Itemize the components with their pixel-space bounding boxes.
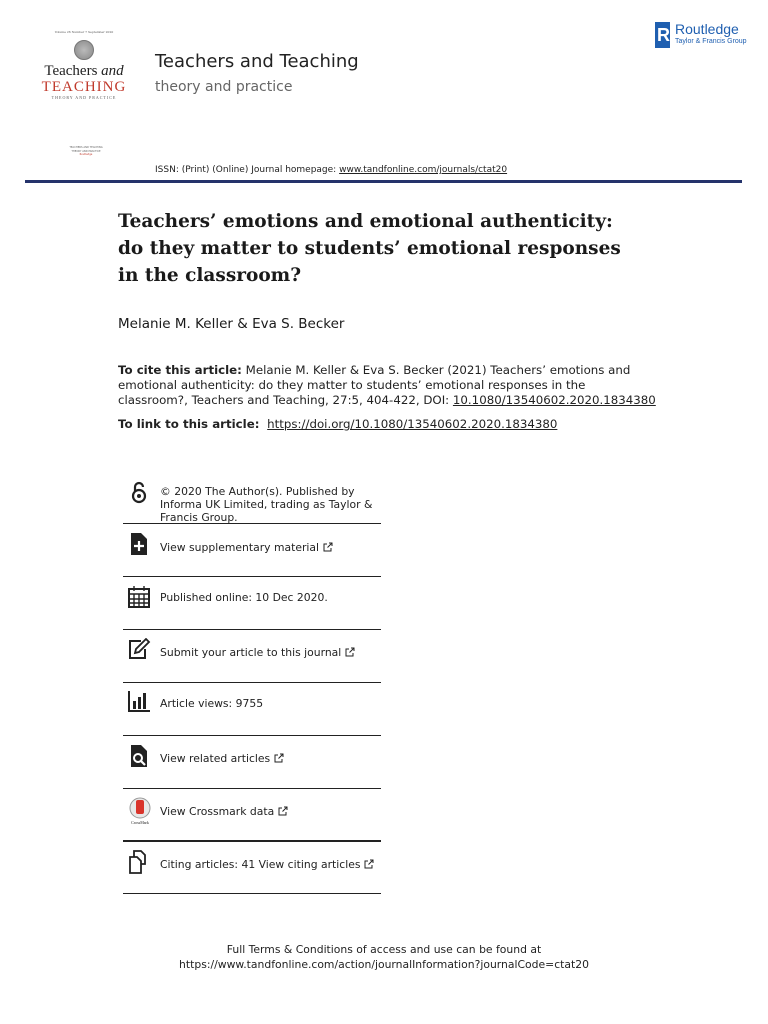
published-row: Published online: 10 Dec 2020. xyxy=(123,577,381,630)
open-access-icon xyxy=(127,481,151,505)
views-row: Article views: 9755 xyxy=(123,683,381,736)
footer: Full Terms & Conditions of access and use can be found at https://www.tandfonline.com/action/journalInformation?journalCode=ctat20 xyxy=(0,942,768,972)
crossmark-label: CrossMark xyxy=(131,820,149,825)
submit-row[interactable]: Submit your article to this journal xyxy=(123,630,381,683)
publisher-sub: Taylor & Francis Group xyxy=(675,38,747,45)
mini-cover: TEACHERS AND TEACHING THEORY AND PRACTICE Routledge xyxy=(69,146,103,156)
journal-title: Teachers and Teaching xyxy=(155,51,359,72)
citation: To cite this article: Melanie M. Keller & Eva S. Becker (2021) Teachers’ emotions and emotional authenticity: do they matter to students’ emotional responses in the classroom?, Teachers and Teaching, 27:5, 404-422, DOI: 10.1080/13540602.2020.1834380 xyxy=(118,363,656,407)
cover-subtitle: THEORY AND PRACTICE xyxy=(51,95,117,100)
footer-url[interactable]: https://www.tandfonline.com/action/journalInformation?journalCode=ctat20 xyxy=(179,958,589,971)
routledge-logo xyxy=(655,20,755,50)
cover-title-teaching: TEACHING xyxy=(41,79,127,95)
open-access-row: © 2020 The Author(s). Published by Informa UK Limited, trading as Taylor & Francis Group. xyxy=(123,477,381,524)
article-authors: Melanie M. Keller & Eva S. Becker xyxy=(118,316,345,332)
external-link-icon xyxy=(323,542,333,552)
citing-articles-icon xyxy=(127,850,151,874)
article-info-list xyxy=(123,477,381,894)
bar-chart-icon xyxy=(127,689,151,713)
crossmark-icon xyxy=(127,797,153,825)
article-title: Teachers’ emotions and emotional authenticity: do they matter to students’ emotional responses in the classroom? xyxy=(118,211,621,286)
header-rule xyxy=(25,180,742,183)
search-document-icon xyxy=(127,744,151,768)
supplementary-row[interactable]: View supplementary material xyxy=(123,524,381,577)
external-link-icon xyxy=(345,647,355,657)
citing-row[interactable]: Citing articles: 41 View citing articles xyxy=(123,842,381,894)
external-link-icon xyxy=(278,806,288,816)
journal-subtitle: theory and practice xyxy=(155,79,293,95)
edit-icon xyxy=(127,638,151,662)
cover-volume-text: Volume 26 Number 7 September 2020 xyxy=(54,30,114,34)
cover-seal-icon xyxy=(74,40,94,60)
article-link: To link to this article: https://doi.org/10.1080/13540602.2020.1834380 xyxy=(118,417,558,431)
external-link-icon xyxy=(364,859,374,869)
doi-link[interactable]: 10.1080/13540602.2020.1834380 xyxy=(452,393,656,407)
related-row[interactable]: View related articles xyxy=(123,736,381,789)
journal-cover xyxy=(34,30,134,100)
article-url-link[interactable]: https://doi.org/10.1080/13540602.2020.1834380 xyxy=(267,417,558,431)
supplementary-file-icon xyxy=(127,532,151,556)
routledge-r-icon: R xyxy=(655,22,670,48)
cover-title: Teachers and xyxy=(44,63,124,79)
issn-line: ISSN: (Print) (Online) Journal homepage: www.tandfonline.com/journals/ctat20 xyxy=(155,165,508,175)
journal-homepage-link[interactable]: www.tandfonline.com/journals/ctat20 xyxy=(339,165,508,175)
external-link-icon xyxy=(274,753,284,763)
calendar-icon xyxy=(127,585,151,609)
crossmark-row[interactable]: CrossMark View Crossmark data xyxy=(123,789,381,842)
publisher-name: Routledge xyxy=(675,21,739,37)
